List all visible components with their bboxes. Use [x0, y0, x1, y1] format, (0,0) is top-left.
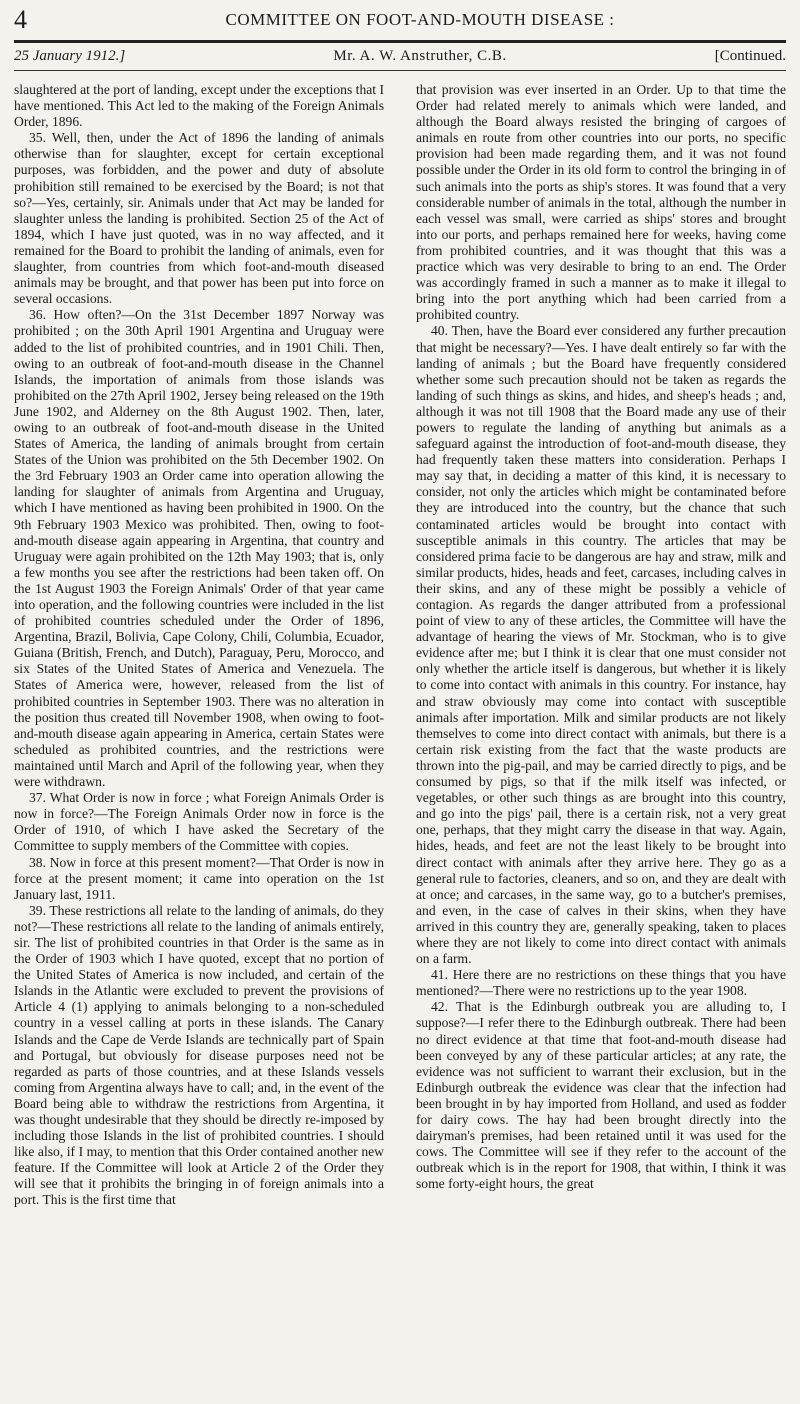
- page-header: [14, 6, 786, 34]
- paragraph: 39. These restrictions all relate to the landing of animals, do they not?—These restrictions all relate to the landing of animals entirely, sir. The list of prohibited countries in that Order is the same as in the Order of 1903 which I have quoted, except that no portion of the United States of America is now included, and certain of the Islands in the Atlantic were excluded to prevent the provisions of Article 4 (1) applying to animals belonging to a non-scheduled country in a vessel calling at ports in these islands. The Canary Islands and the Cape de Verde Islands are technically part of Spain and Portugal, but obviously for disease purposes need not be regarded as parts of those countries, and at these Islands vessels coming from Argentina always have to call; and, in the event of the Board being able to withdraw the restrictions from Argentina, it was thought undesirable that they should be directly re-imposed by including those Islands in the list of prohibited countries. I should like also, if I may, to mention that this Order contained another new feature. If the Committee will look at Article 2 of the Order they will see that it prohibits the bringing in of foreign animals into a port. This is the first time that: [14, 902, 384, 1208]
- paragraph: that provision was ever inserted in an Order. Up to that time the Order had related merely to animals which were landed, and although the Board always resisted the bringing of cargoes of animals en route from other countries into our ports, no specific provision had been made regarding them, and it was not found possible under the Order in its old form to control the bringing in of such animals into the ports as ship's stores. It was found that a very considerable number of animals in the total, although the number in each vessel was small, were carried as ships' stores and brought into our ports, and perhaps remained here for weeks, having come from prohibited countries, and it was thought that this was a practice which was very desirable to bring to an end. The Order was accordingly framed in such a manner as to make it illegal to bring into the port anything which had been carried from a prohibited country.: [416, 82, 786, 323]
- paragraph: 38. Now in force at this present moment?—That Order is now in force at the present moment; it came into operation on the 1st January last, 1911.: [14, 854, 384, 902]
- header-rule-thick: [14, 40, 786, 43]
- header-rule-thin: [14, 70, 786, 71]
- paragraph: 41. Here there are no restrictions on these things that you have mentioned?—There were no restrictions up to the year 1908.: [416, 967, 786, 999]
- paragraph: 40. Then, have the Board ever considered any further precaution that might be necessary?—Yes. I have dealt entirely so far with the landing of animals ; but the Board have frequently considered whether some such precaution should not be taken as regards the landing of such things as skins, and hides, and sheep's heads ; and, although it was not till 1908 that the Board made any use of their powers to regulate the landing of anything but animals as a safeguard against the introduction of foot-and-mouth disease, they had frequently taken these matters into consideration. Perhaps I may say that, in deciding a matter of this kind, it is necessary to consider, not only the articles which might be contaminated before they are introduced into the country, but the chance that such contaminated articles would be brought into contact with susceptible animals in this country. The articles that may be considered prima facie to be dangerous are hay and straw, milk and similar products, hides, heads and feet, carcases, including calves in their skins, and any of these might be possibly a vehicle of contagion. As regards the danger attributed from a professional point of view to any of these articles, the Committee will have the advantage of hearing the views of Mr. Stockman, who is to give evidence after me; but I think it is clear that one must consider not only whether the article itself is dangerous, but whether it is likely to come into contact with animals in this country. For instance, hay and straw obviously may come into contact with susceptible animals after importation. Milk and similar products are not likely themselves to come into direct contact with animals, but there is a certain risk existing from the fact that the waste products are thrown into the pig-pail, and may be carried directly to pigs, and be consumed by pigs, so that if the milk itself was infected, or vegetables, or other such things as are brought into this country, and go into the pigs' pail, there is a certain risk, not a very great one, perhaps, that they might carry the disease in that way. Again, hides, heads, and feet are not the least likely to be brought into direct contact with animals after they arrive here. They go as a general rule to factories, cleaners, and so on, and they are dealt with at once; and carcases, in the same way, go to a butcher's premises, and even, in the case of calves in their skins, when they have arrived in this country they are, generally speaking, taken to places where they are not likely to come into direct contact with animals on a farm.: [416, 323, 786, 967]
- running-title: COMMITTEE ON FOOT-AND-MOUTH DISEASE :: [225, 10, 615, 29]
- sub-header: [14, 45, 786, 67]
- page-number: 4: [14, 5, 27, 34]
- paragraph: slaughtered at the port of landing, except under the exceptions that I have mentioned. This Act led to the making of the Foreign Animals Order, 1896.: [14, 82, 384, 130]
- left-column: [14, 82, 384, 1396]
- paragraph: 42. That is the Edinburgh outbreak you are alluding to, I suppose?—I refer there to the Edinburgh outbreak. There had been no direct evidence at that time that foot-and-mouth disease had been conveyed by any of these particular articles; at any rate, the evidence was not sufficient to warrant their exclusion, but in the Edinburgh outbreak the evidence was clear that the infection had been brought in by hay imported from Holland, and used as fodder for dairy cows. The hay had been brought directly into the dairyman's premises, had been retained until it was used for the cows. The Committee will see if they refer to the account of the outbreak which is in the report for 1908, that within, I think it was some forty-eight hours, the great: [416, 999, 786, 1192]
- paragraph: 36. How often?—On the 31st December 1897 Norway was prohibited ; on the 30th April 1901 Argentina and Uruguay were added to the list of prohibited countries, and in 1901 Chili. Then, owing to an outbreak of foot-and-mouth disease in the Channel Islands, the importation of animals from those islands was prohibited on the 27th April 1902, Jersey being released on the 19th June 1902, and Alderney on the 8th August 1902. Then, later, owing to an outbreak of foot-and-mouth disease in the United States of America, the landing of animals brought from certain States of the Union was prohibited on the 5th December 1902. On the 3rd February 1903 an Order came into operation allowing the landing for slaughter of animals from Argentina and Uruguay, which I have mentioned as having been prohibited in 1900. On the 9th February 1903 Mexico was prohibited. Then, owing to foot-and-mouth disease again appearing in Argentina, that country and Uruguay were again prohibited on the 12th May 1903; that is, only a few months you see after the restrictions had been taken off. On the 1st August 1903 the Foreign Animals' Order of that year came into operation, and the following countries were included in the list of prohibited countries scheduled under the Order of 1896, Argentina, Brazil, Bolivia, Cape Colony, Chili, Columbia, Ecuador, Guiana (British, French, and Dutch), Paraguay, Peru, Morocco, and six States of the United States of America and Venezuela. The States of America were, however, released from the list of prohibited countries in September 1903. There was no alteration in the position thus created till November 1908, when owing to foot-and-mouth disease again appearing in America, certain States were scheduled as prohibited countries, and the restrictions were maintained until March and April of the following year, when they were withdrawn.: [14, 307, 384, 790]
- paragraph: 35. Well, then, under the Act of 1896 the landing of animals otherwise than for slaughter, except for certain exceptional purposes, was forbidden, and the power and duty of absolute prohibition still remained to be exercised by the Board; is not that so?—Yes, certainly, sir. Animals under that Act may be landed for slaughter unless the landing is prohibited. Section 25 of the Act of 1894, which I have just quoted, was in no way affected, and it remained for the Board to prohibit the landing of animals, even for slaughter, from countries from which foot-and-mouth diseased animals may be brought, and that power has been put into force on several occasions.: [14, 130, 384, 307]
- body-columns: [14, 82, 786, 1396]
- witness-name: Mr. A. W. Anstruther, C.B.: [333, 47, 507, 64]
- sitting-date: 25 January 1912.]: [14, 47, 126, 64]
- continued-label: [Continued.: [714, 47, 786, 64]
- paragraph: 37. What Order is now in force ; what Foreign Animals Order is now in force?—The Foreign Animals Order now in force is the Order of 1910, of which I have asked the Secretary of the Committee to supply members of the Committee with copies.: [14, 790, 384, 854]
- right-column: [416, 82, 786, 1396]
